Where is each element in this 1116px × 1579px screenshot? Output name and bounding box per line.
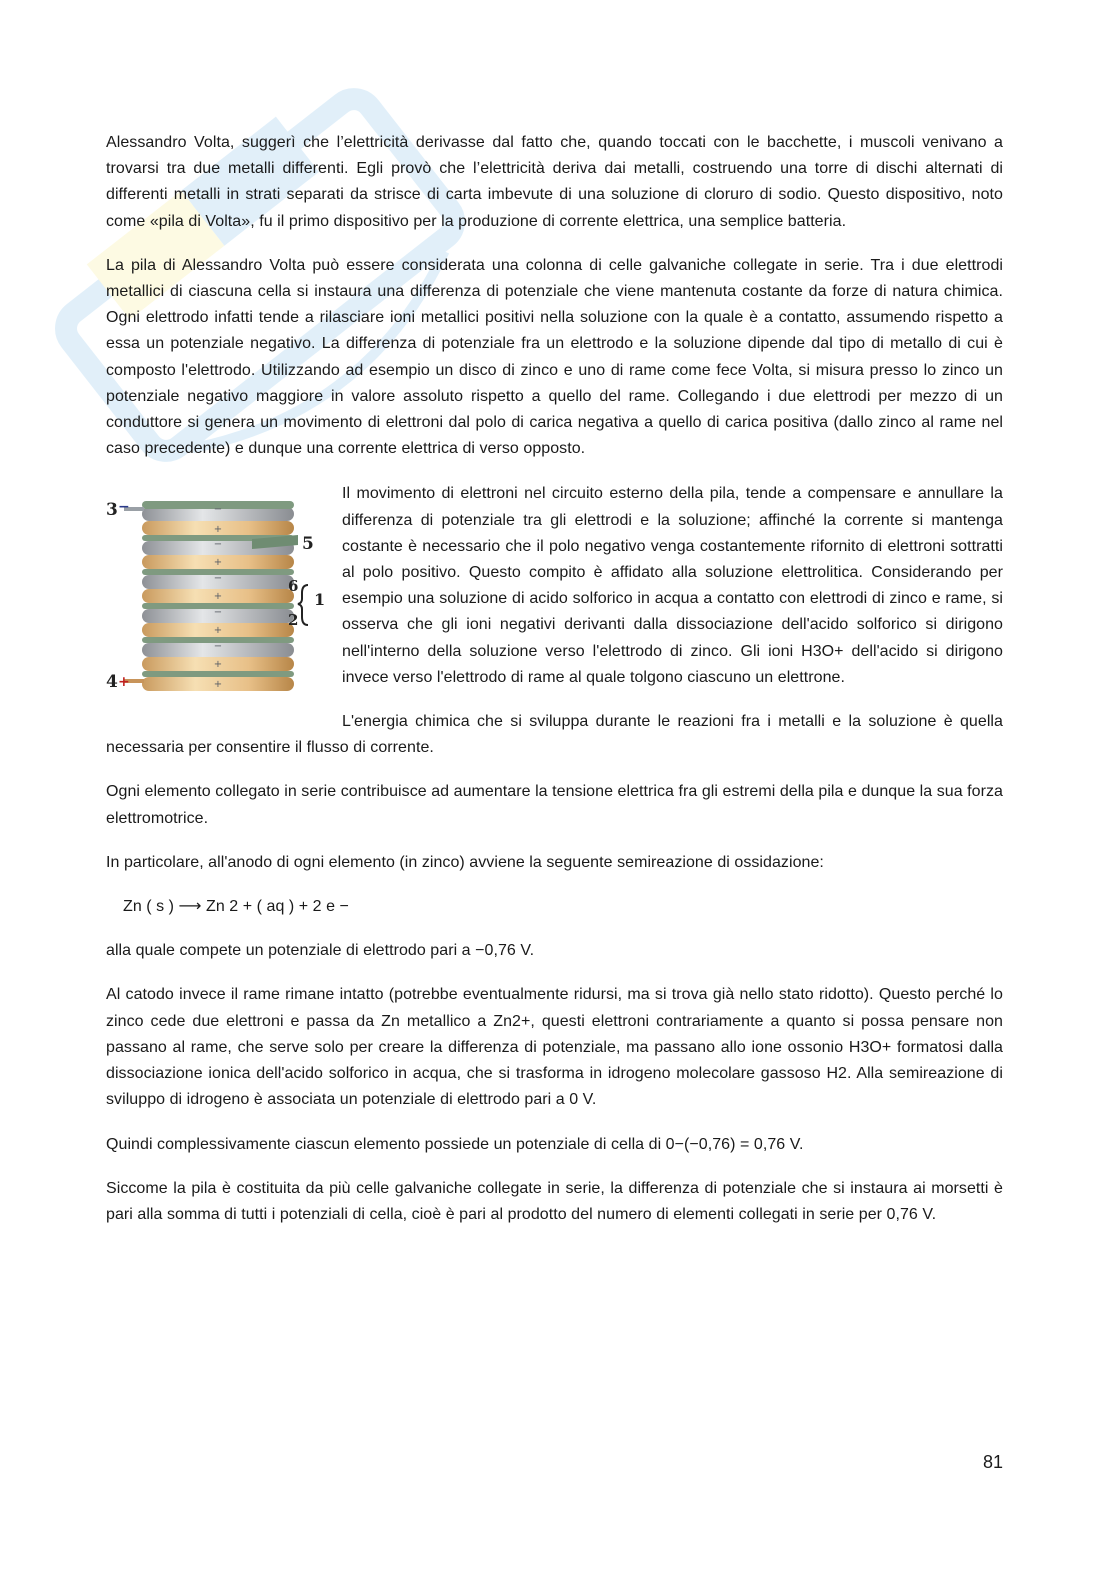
page-number: 81 — [982, 1452, 1003, 1472]
paragraph-6: In particolare, all'anodo di ogni elemento (in zinco) avviene la seguente semireazione di ossidazione: — [106, 853, 824, 871]
paragraph-4: L'energia chimica che si sviluppa durante le reazioni fra i metalli e la soluzione è quella necessaria per consentire il flusso di corrente. — [106, 713, 1003, 757]
label-4: 4 — [106, 672, 118, 693]
paragraph-3: Il movimento di elettroni nel circuito esterno della pila, tende a compensare e annullare la differenza di potenziale tra gli elettrodi e la soluzione; affinché la corrente si mantenga costante è necessario che il polo negativo venga costantemente rifornito di elettroni sottratti al polo positivo. Questo compito è affidato alla soluzione elettrolitica. Considerando per esempio una soluzione di acido solforico in acqua a contatto con elettrodi di zinco e rame, si osserva che gli ioni negativi derivanti dalla dissociazione dell'acido solforico si dirigono nell'interno della soluzione verso l'elettrodo di zinco. Gli ioni H3O+ dell'acido si dirigono invece verso l'elettrodo di rame al quale tolgono ciascuno un elettrone. — [342, 485, 1003, 686]
label-2: 2 — [288, 611, 299, 630]
minus-sign: − — [213, 641, 223, 653]
paragraph-8: Al catodo invece il rame rimane intatto (potrebbe eventualmente ridursi, ma si trova già nello stato ridotto). Questo perché lo zinco cede due elettroni e passa da Zn metallico a Zn2+, questi elettroni contrariamente a quanto si possa pensare non passano al rame, che serve solo per creare la differenza di potenziale, ma passano allo ione ossonio H3O+ formatosi dalla dissociazione ionica dell'acido solforico in acqua, che si trasforma in idrogeno molecolare gassoso H2. Alla semireazione di sviluppo di idrogeno è associata un potenziale di elettrodo pari a 0 V. — [106, 986, 1003, 1109]
plus-sign: + — [118, 674, 130, 691]
paragraph-1: Alessandro Volta, suggerì che l’elettricità derivasse dal fatto che, quando toccati con le bacchette, i muscoli venivano a trovarsi tra due metalli differenti. Egli provò che l’elettricità deriva dai metalli, costruendo una torre di dischi alternati di differenti metalli in strati separati da strisce di carta imbevute di una soluzione di cloruro di sodio. Questo dispositivo, noto come «pila di Volta», fu il primo dispositivo per la produzione di corrente elettrica, una semplice batteria. — [106, 134, 1003, 230]
plus-sign: + — [213, 679, 223, 691]
paragraph-2: La pila di Alessandro Volta può essere considerata una colonna di celle galvaniche collegate in serie. Tra i due elettrodi metallici di ciascuna cella si instaura una differenza di potenziale che viene mantenuta costante da forze di natura chimica. Ogni elettrodo infatti tende a rilasciare ioni metallici positivi nella soluzione con la quale è a contatto, assumendo rispetto a essa un potenziale negativo. La differenza di potenziale fra un elettrodo e la soluzione dipende dal tipo di metallo di cui è composto l'elettrodo. Utilizzando ad esempio un disco di zinco e uno di rame come fece Volta, si misura presso lo zinco un potenziale negativo maggiore in valore assoluto rispetto a quello del rame. Collegando i due elettrodi per mezzo di un conduttore si genera un movimento di elettroni dal polo di carica negativa a quello di carica positiva (dallo zinco al rame nel caso precedente) e dunque una corrente elettrica di verso opposto. — [106, 256, 1003, 458]
label-1: 1 — [314, 590, 326, 610]
paragraph-10: Siccome la pila è costituita da più celle galvaniche collegate in serie, la differenza di potenziale che si instaura ai morsetti è pari alla somma di tutti i potenziali di cella, cioè è pari al prodotto del numero di elementi collegati in serie per 0,76 V. — [106, 1179, 1003, 1223]
brace-icon — [298, 585, 308, 625]
volta-pile-figure — [102, 487, 326, 703]
volta-pile-illustration — [102, 487, 326, 703]
label-5: 5 — [302, 534, 314, 555]
equation-zinc-oxidation: Zn ( s ) ⟶ Zn 2 + ( aq ) + 2 e − — [123, 898, 349, 916]
plus-sign: + — [213, 524, 223, 536]
page-content — [106, 130, 1003, 1246]
minus-sign: − — [213, 573, 223, 585]
plus-sign: + — [213, 625, 223, 637]
minus-sign: − — [213, 539, 223, 551]
plus-sign: + — [213, 557, 223, 569]
paragraph-7: alla quale compete un potenziale di elettrodo pari a −0,76 V. — [106, 942, 535, 960]
paragraph-9: Quindi complessivamente ciascun elemento possiede un potenziale di cella di 0−(−0,76) = 0,76 V. — [106, 1135, 804, 1153]
minus-sign: − — [213, 504, 223, 516]
plus-sign: + — [213, 591, 223, 603]
label-3: 3 — [106, 500, 118, 521]
minus-sign: − — [213, 607, 223, 619]
label-6: 6 — [288, 577, 299, 596]
paragraph-5: Ogni elemento collegato in serie contribuisce ad aumentare la tensione elettrica fra gli estremi della pila e dunque la sua forza elettromotrice. — [106, 783, 1003, 827]
minus-sign: − — [118, 499, 130, 516]
plus-sign: + — [213, 659, 223, 671]
